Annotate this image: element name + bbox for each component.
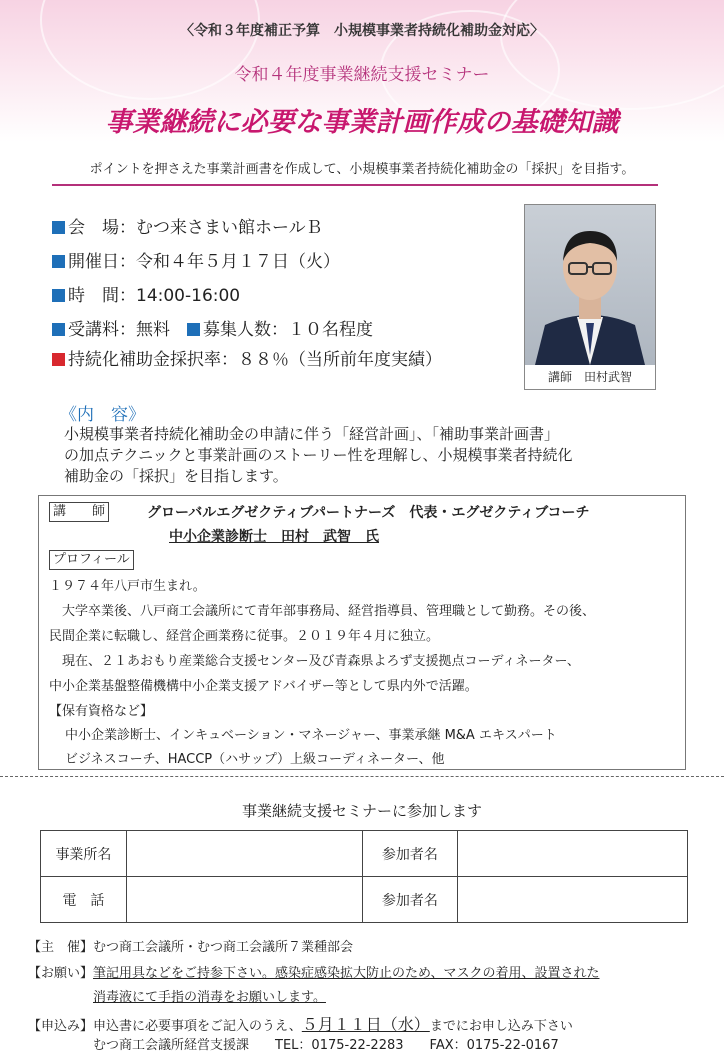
lead-text: ポイントを押さえた事業計画書を作成して、小規模事業者持続化補助金の「採択」を目指す。 xyxy=(89,162,635,177)
square-bullet-icon xyxy=(52,221,65,234)
office-field[interactable] xyxy=(126,831,362,877)
seminar-subtitle: 令和４年度事業継続支援セミナー xyxy=(234,65,490,85)
apply-line: 【申込み】申込書に必要事項をご記入のうえ、５月１１日（水）までにお申し込み下さい xyxy=(28,1015,573,1034)
cut-line xyxy=(0,776,724,777)
contact-line: むつ商工会議所経営支援課 TEL：0175-22-2283 FAX：0175-22-0167 xyxy=(93,1038,559,1053)
photo-caption: 講師 田村武智 xyxy=(547,370,632,384)
fee-line: 受講料：無料 募集人数：１０名程度 xyxy=(52,315,373,340)
square-bullet-icon xyxy=(187,323,200,336)
request-line: 【お願い】筆記用具などをご持参下さい。感染症感染拡大防止のため、マスクの着用、設置された xyxy=(28,966,600,981)
venue-line: 会 場：むつ来さまい館ホールＢ xyxy=(52,213,323,238)
divider xyxy=(52,184,658,186)
lecturer-portrait-image xyxy=(525,205,655,365)
lecturer-name: 中小企業診断士 田村 武智 氏 xyxy=(169,529,379,545)
page-title: 事業継続に必要な事業計画作成の基礎知識 xyxy=(105,107,619,138)
profile-line: 民間企業に転職し、経営企画業務に従事。２０１９年４月に独立。 xyxy=(49,629,440,644)
profile-line: 中小企業基盤整備機構中小企業支援アドバイザー等として県内外で活躍。 xyxy=(49,679,478,694)
phone-label: 電 話 xyxy=(41,877,127,923)
content-line: 補助金の「採択」を目指します。 xyxy=(64,467,288,485)
header-banner xyxy=(0,0,724,142)
square-bullet-icon xyxy=(52,323,65,336)
request-line-2: 消毒液にて手指の消毒をお願いします。 xyxy=(93,990,326,1005)
qualification-heading: 【保有資格など】 xyxy=(49,704,154,719)
content-line: 小規模事業者持続化補助金の申請に伴う「経営計画」、「補助事業計画書」 xyxy=(64,425,560,443)
content-heading: 《内 容》 xyxy=(60,405,145,425)
qualification-line: ビジネスコーチ、HACCP（ハサップ）上級コーディネーター、他 xyxy=(65,752,445,767)
participant-field[interactable] xyxy=(458,831,688,877)
profile-label: プロフィール xyxy=(49,550,134,570)
profile-line: １９７４年八戸市生まれ。 xyxy=(49,579,206,594)
application-title: 事業継続支援セミナーに参加します xyxy=(241,802,482,820)
profile-line: 大学卒業後、八戸商工会議所にて青年部事務局、経営指導員、管理職として勤務。その後、 xyxy=(49,604,596,619)
time-line: 時 間：14:00-16:00 xyxy=(52,281,240,306)
phone-field[interactable] xyxy=(126,877,362,923)
host-line: 【主 催】むつ商工会議所・むつ商工会議所７業種部会 xyxy=(28,940,354,955)
participant-field[interactable] xyxy=(458,877,688,923)
application-form xyxy=(40,830,688,923)
budget-line: 〈令和３年度補正予算 小規模事業者持続化補助金対応〉 xyxy=(180,23,544,39)
profile-line: 現在、２１あおもり産業総合支援センター及び青森県よろず支援拠点コーディネーター、 xyxy=(49,654,580,669)
adoption-rate-line: 持続化補助金採択率：８８％（当所前年度実績） xyxy=(52,345,442,370)
content-line: の加点テクニックと事業計画のストーリー性を理解し、小規模事業者持続化 xyxy=(64,446,573,464)
profile-box xyxy=(38,495,686,770)
date-line: 開催日：令和４年５月１７日（火） xyxy=(52,247,340,272)
lecturer-label: 講 師 xyxy=(49,502,109,522)
square-bullet-icon xyxy=(52,353,65,366)
lecturer-company: グローバルエグゼクティブパートナーズ 代表・エグゼクティブコーチ xyxy=(147,505,590,521)
square-bullet-icon xyxy=(52,289,65,302)
participant-label: 参加者名 xyxy=(362,831,458,877)
office-label: 事業所名 xyxy=(41,831,127,877)
decorative-swirl xyxy=(40,0,260,100)
qualification-line: 中小企業診断士、インキュベーション・マネージャー、事業承継 M&A エキスパート xyxy=(65,728,557,743)
participant-label: 参加者名 xyxy=(362,877,458,923)
lecturer-photo xyxy=(524,204,656,390)
square-bullet-icon xyxy=(52,255,65,268)
content-body xyxy=(64,424,624,487)
